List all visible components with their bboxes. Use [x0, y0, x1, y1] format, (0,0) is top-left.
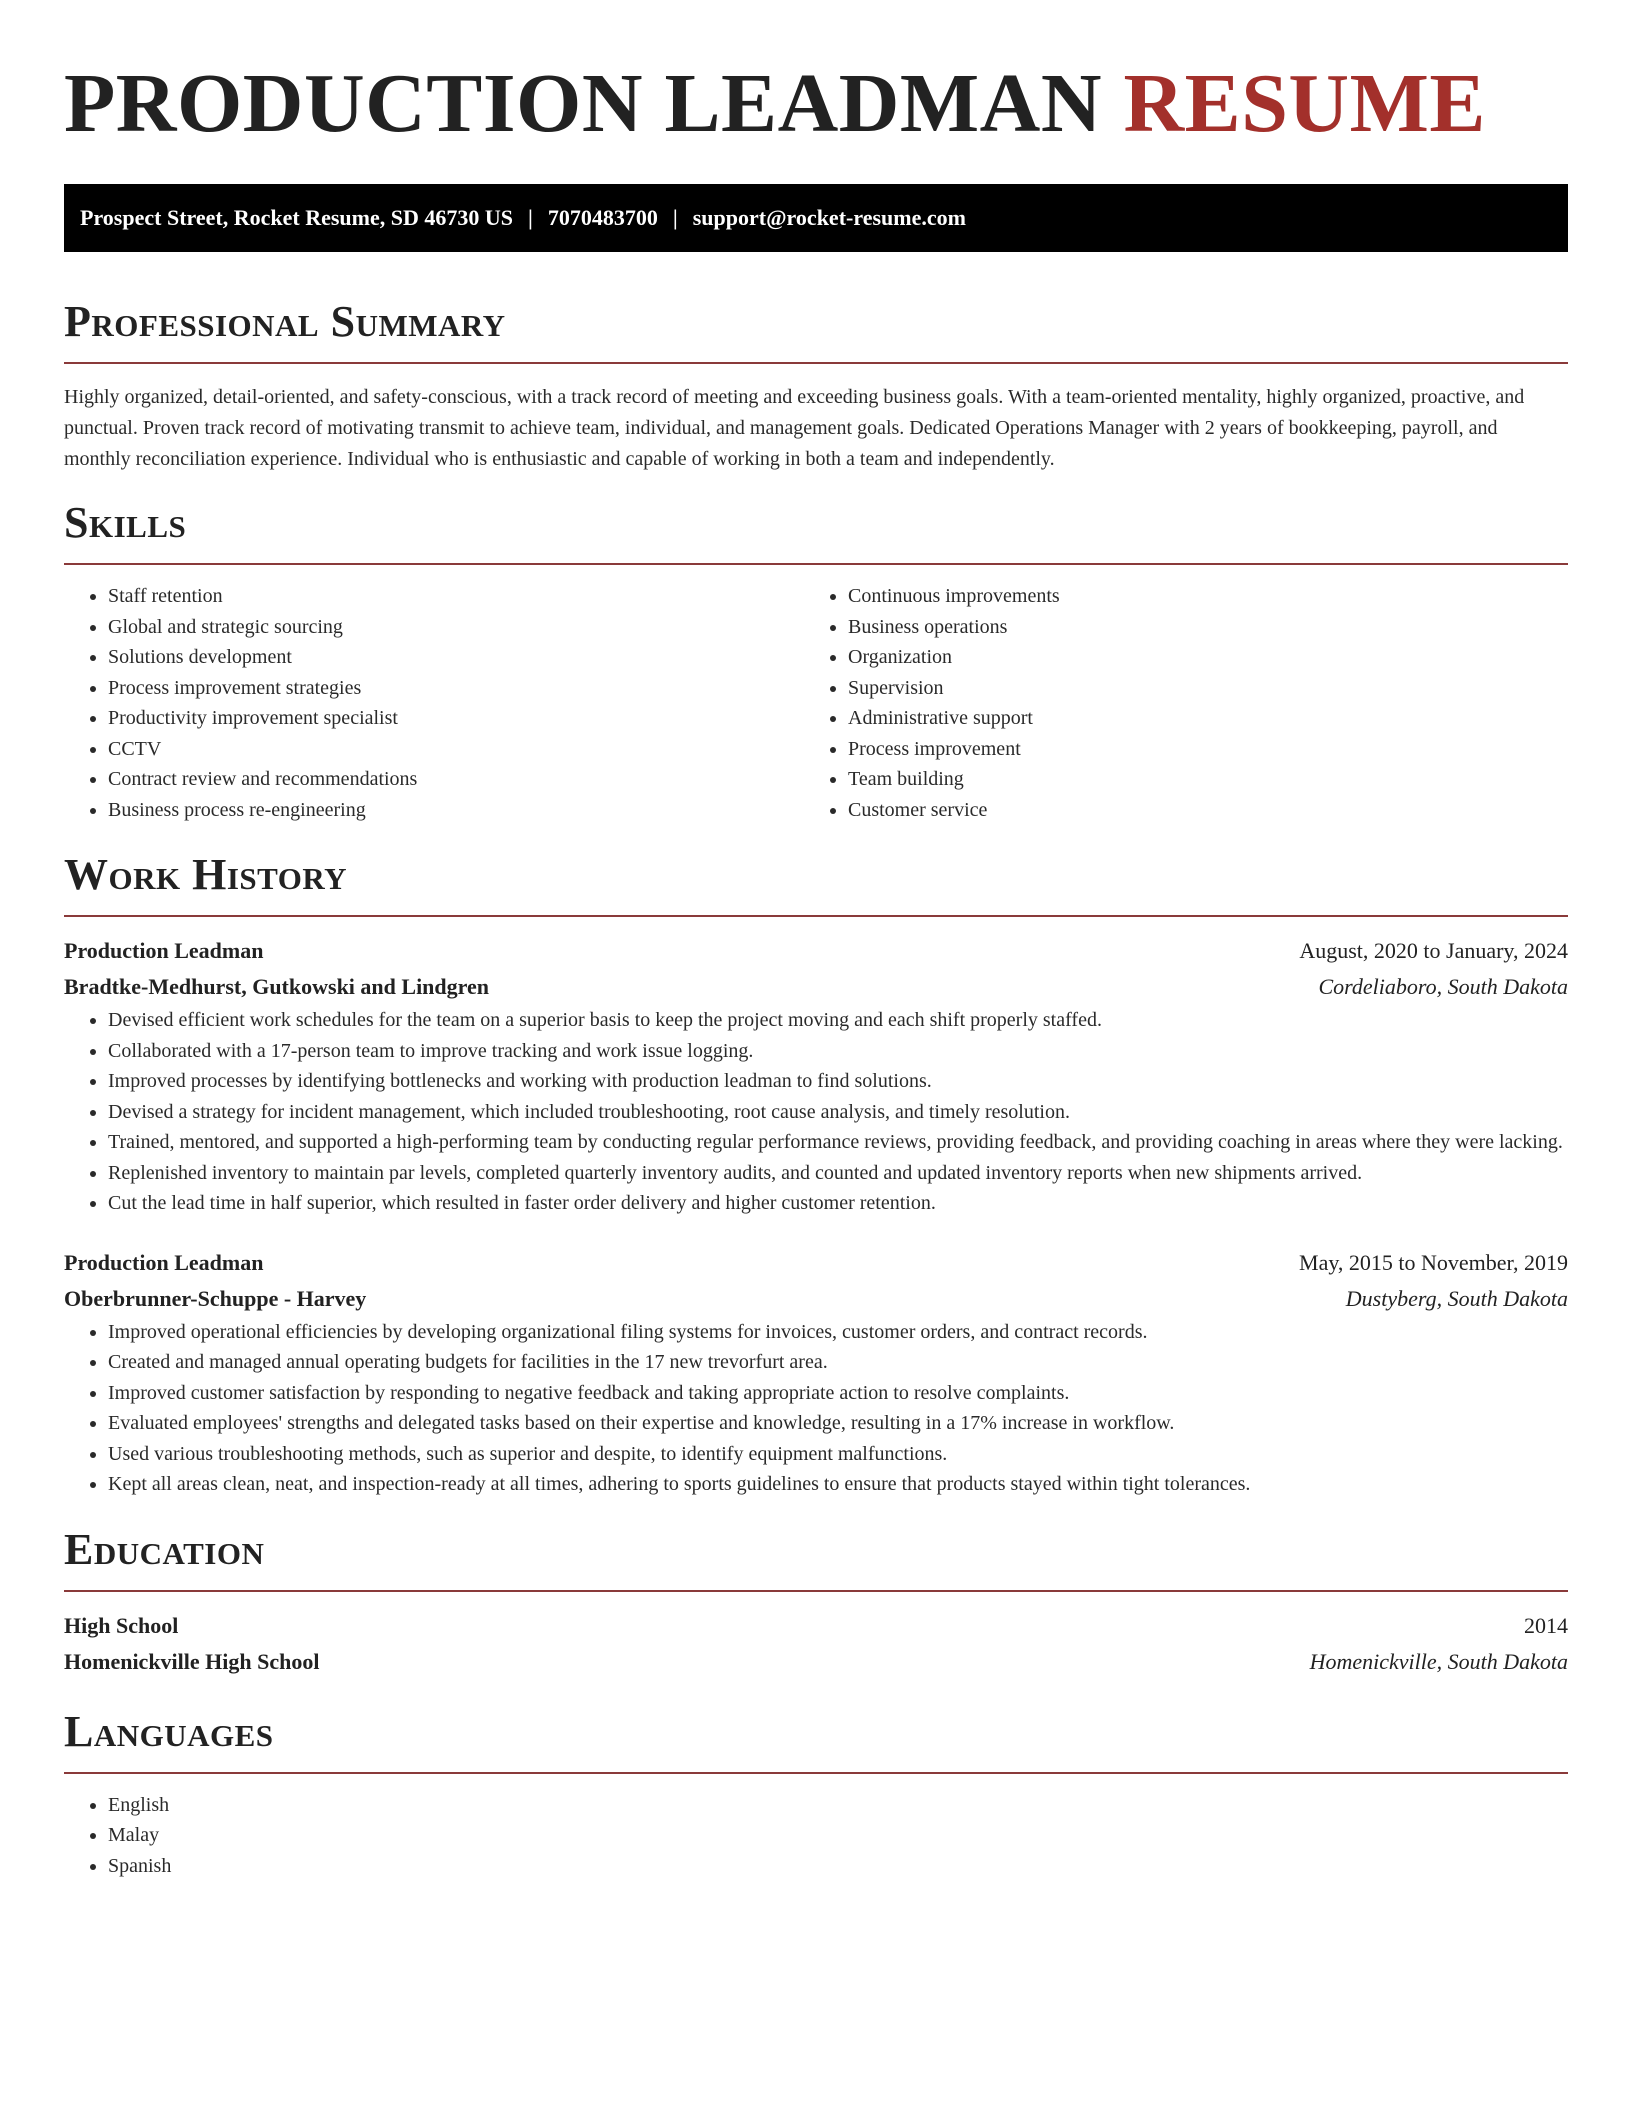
job-dates: May, 2015 to November, 2019 — [1299, 1249, 1568, 1275]
skill-item: • Staff retention — [108, 581, 804, 612]
skills-list-right — [804, 581, 1544, 825]
work-history-section — [64, 849, 1568, 1500]
resume-title — [64, 56, 1568, 152]
contact-separator: | — [672, 205, 678, 230]
job-company-row — [64, 1281, 1568, 1317]
languages-section — [64, 1706, 1568, 1882]
job-bullet: • Cut the lead time in half superior, which resulted in faster order delivery and higher customer retention. — [108, 1188, 1568, 1219]
job-bullet: • Devised a strategy for incident management, which included troubleshooting, root cause analysis, and timely resolution. — [108, 1097, 1568, 1128]
job-bullet: • Improved customer satisfaction by responding to negative feedback and taking appropriate action to resolve complaints. — [108, 1378, 1568, 1409]
contact-address: Prospect Street, Rocket Resume, SD 46730 US — [80, 205, 514, 230]
skill-item: • Organization — [848, 642, 1544, 673]
education-section — [64, 1524, 1568, 1680]
skill-item: • Process improvement — [848, 734, 1544, 765]
work-history-heading: Work History — [64, 850, 348, 899]
title-main: PRODUCTION LEADMAN — [64, 57, 1102, 150]
skill-item: • Customer service — [848, 795, 1544, 826]
skill-item: • Team building — [848, 764, 1544, 795]
skills-section — [64, 497, 1568, 825]
job-bullet: • Kept all areas clean, neat, and inspection-ready at all times, adhering to sports guidelines to ensure that products stayed within tight tolerances. — [108, 1469, 1568, 1500]
job-bullet: • Replenished inventory to maintain par levels, completed quarterly inventory audits, and counted and updated inventory reports when new shipments arrived. — [108, 1158, 1568, 1189]
skill-item: • CCTV — [108, 734, 804, 765]
job-bullet: • Used various troubleshooting methods, such as superior and despite, to identify equipment malfunctions. — [108, 1439, 1568, 1470]
summary-section — [64, 296, 1568, 475]
job-header-row — [64, 933, 1568, 969]
contact-separator: | — [528, 205, 533, 230]
job-entry — [64, 933, 1568, 1219]
language-item: • English — [108, 1790, 1568, 1821]
section-divider — [64, 1590, 1568, 1592]
skill-item: • Supervision — [848, 673, 1544, 704]
skill-item: • Business process re-engineering — [108, 795, 804, 826]
job-location: Dustyberg, South Dakota — [1345, 1285, 1568, 1311]
skill-item: • Contract review and recommendations — [108, 764, 804, 795]
job-bullet: • Improved operational efficiencies by developing organizational filing systems for invoices, customer orders, and contract records. — [108, 1317, 1568, 1348]
summary-text: Highly organized, detail-oriented, and safety-conscious, with a track record of meeting and exceeding business goals. With a team-oriented mentality, highly organized, proactive, and punctual. Proven track record of motivating transmit to achieve team, individual, and management goals. Dedicated Operations Manager with 2 years of bookkeeping, payroll, and monthly reconciliation experience. Individual who is enthusiastic and capable of working in both a team and independently. — [64, 386, 1525, 470]
job-title: Production Leadman — [64, 938, 264, 963]
education-year: 2014 — [1524, 1612, 1568, 1638]
education-degree: High School — [64, 1612, 179, 1638]
skill-item: • Administrative support — [848, 703, 1544, 734]
skill-item: • Productivity improvement specialist — [108, 703, 804, 734]
job-bullets — [64, 1317, 1568, 1500]
job-bullet: • Devised efficient work schedules for the team on a superior basis to keep the project moving and each shift properly staffed. — [108, 1005, 1568, 1036]
skill-item: • Process improvement strategies — [108, 673, 804, 704]
education-location: Homenickville, South Dakota — [1309, 1648, 1568, 1674]
languages-list — [64, 1790, 1568, 1882]
skills-heading: Skills — [64, 498, 187, 547]
job-bullets — [64, 1005, 1568, 1219]
job-title: Production Leadman — [64, 1249, 264, 1275]
skills-grid — [64, 581, 1568, 825]
job-bullet: • Collaborated with a 17-person team to improve tracking and work issue logging. — [108, 1036, 1568, 1067]
job-bullet: • Evaluated employees' strengths and delegated tasks based on their expertise and knowledge, resulting in a 17% increase in workflow. — [108, 1408, 1568, 1439]
section-divider — [64, 1772, 1568, 1774]
section-divider — [64, 362, 1568, 364]
education-school-row — [64, 1644, 1568, 1680]
job-company: Oberbrunner-Schuppe - Harvey — [64, 1285, 367, 1311]
summary-heading: Professional Summary — [64, 297, 506, 346]
job-header-row — [64, 1245, 1568, 1281]
section-divider — [64, 915, 1568, 917]
contact-email: support@rocket-resume.com — [692, 205, 966, 230]
title-accent: RESUME — [1123, 57, 1486, 150]
skill-item: • Global and strategic sourcing — [108, 612, 804, 643]
education-header-row — [64, 1608, 1568, 1644]
language-item: • Spanish — [108, 1851, 1568, 1882]
skill-item: • Solutions development — [108, 642, 804, 673]
languages-heading: Languages — [64, 1706, 274, 1756]
job-company-row — [64, 969, 1568, 1005]
education-school: Homenickville High School — [64, 1648, 320, 1674]
skills-column-right — [804, 581, 1544, 825]
job-company: Bradtke-Medhurst, Gutkowski and Lindgren — [64, 974, 490, 999]
job-location: Cordeliaboro, South Dakota — [1318, 974, 1568, 999]
contact-bar — [64, 184, 1568, 252]
skills-column-left — [64, 581, 804, 825]
job-entry — [64, 1245, 1568, 1500]
contact-phone: 7070483700 — [547, 205, 658, 230]
job-bullet: • Improved processes by identifying bottlenecks and working with production leadman to find solutions. — [108, 1066, 1568, 1097]
job-bullet: • Created and managed annual operating budgets for facilities in the 17 new trevorfurt area. — [108, 1347, 1568, 1378]
language-item: • Malay — [108, 1820, 1568, 1851]
job-bullet: • Trained, mentored, and supported a high-performing team by conducting regular performance reviews, providing feedback, and providing coaching in areas where they were lacking. — [108, 1127, 1568, 1158]
skill-item: • Continuous improvements — [848, 581, 1544, 612]
education-entry — [64, 1608, 1568, 1680]
skill-item: • Business operations — [848, 612, 1544, 643]
skills-list-left — [64, 581, 804, 825]
section-divider — [64, 563, 1568, 565]
education-heading: Education — [64, 1524, 265, 1574]
job-dates: August, 2020 to January, 2024 — [1299, 938, 1568, 963]
